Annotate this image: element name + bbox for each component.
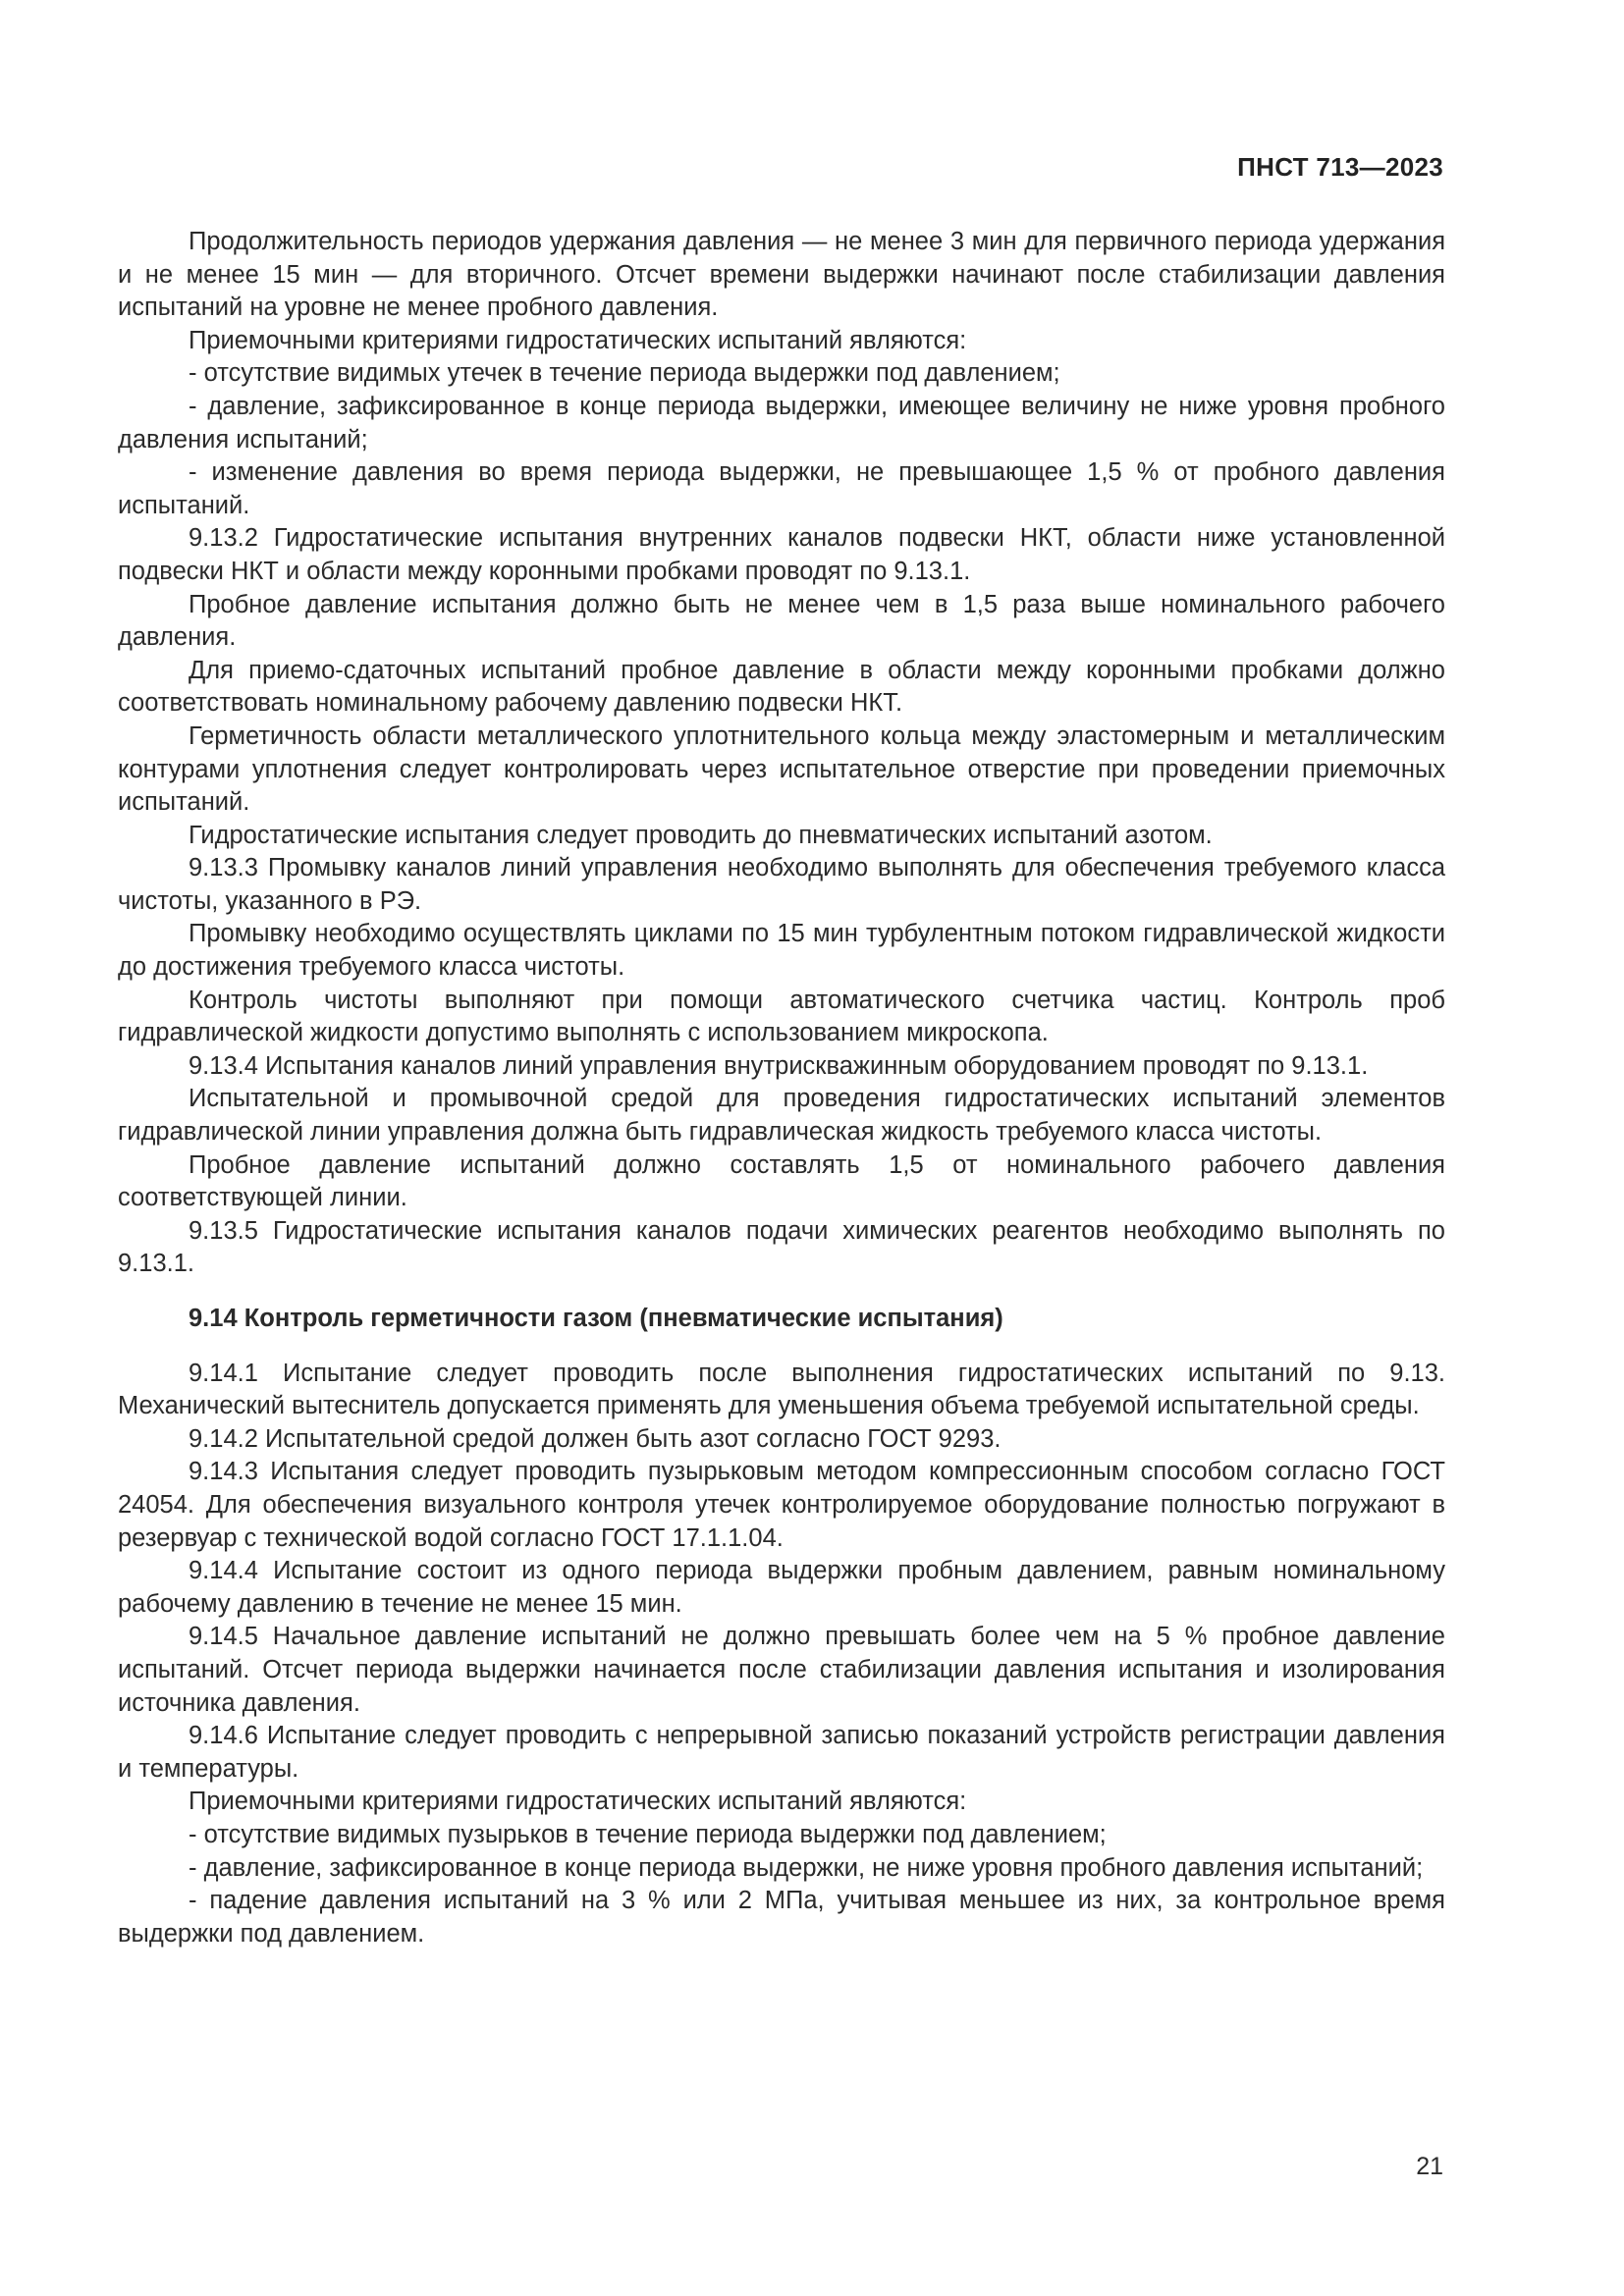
paragraph: 9.13.4 Испытания каналов линий управления внутрискважинным оборудованием проводят по 9.13.1. [189, 1051, 1369, 1080]
paragraph: - изменение давления во время периода выдержки, не превышающее 1,5 % от пробного давления испытаний. [118, 458, 1445, 519]
paragraph: 9.14.2 Испытательной средой должен быть азот согласно ГОСТ 9293. [189, 1424, 1001, 1453]
paragraph: - давление, зафиксированное в конце периода выдержки, имеющее величину не ниже уровня пробного давления испытаний; [118, 392, 1445, 454]
paragraph: 9.13.2 Гидростатические испытания внутренних каналов подвески НКТ, области ниже установленной подвески НКТ и области между коронными пробками проводят по 9.13.1. [118, 524, 1445, 585]
paragraph: 9.14.1 Испытание следует проводить после выполнения гидростатических испытаний по 9.13. Механический вытеснитель допускается применять для уменьшения объема требуемой испытательной среды. [118, 1359, 1445, 1420]
paragraph: Контроль чистоты выполняют при помощи автоматического счетчика частиц. Контроль проб гидравлической жидкости допустимо выполнять с использованием микроскопа. [118, 986, 1445, 1047]
paragraph: - отсутствие видимых утечек в течение периода выдержки под давлением; [189, 359, 1060, 388]
paragraph: Для приемо-сдаточных испытаний пробное давление в области между коронными пробками должно соответствовать номинальному рабочему давлению подвески НКТ. [118, 656, 1445, 718]
page-number: 21 [1416, 2153, 1443, 2180]
paragraph: - давление, зафиксированное в конце периода выдержки, не ниже уровня пробного давления испытаний; [189, 1853, 1424, 1882]
paragraph: Приемочными критериями гидростатических испытаний являются: [189, 326, 967, 354]
paragraph: Продолжительность периодов удержания давления — не менее 3 мин для первичного периода удержания и не менее 15 мин — для вторичного. Отсчет времени выдержки начинают после стабилизации давления испытаний на уровне не менее пробного давления. [118, 228, 1445, 322]
paragraph: 9.13.5 Гидростатические испытания каналов подачи химических реагентов необходимо выполнять по 9.13.1. [118, 1216, 1445, 1278]
paragraph: 9.14.4 Испытание состоит из одного периода выдержки пробным давлением, равным номинальному рабочему давлению в течение не менее 15 мин. [118, 1557, 1445, 1618]
paragraph: Герметичность области металлического уплотнительного кольца между эластомерным и металлическим контурами уплотнения следует контролировать через испытательное отверстие при проведении приемочных испытаний. [118, 721, 1445, 817]
paragraph: 9.14.6 Испытание следует проводить с непрерывной записью показаний устройств регистрации давления и температуры. [118, 1722, 1445, 1783]
section-heading: 9.14 Контроль герметичности газом (пневматические испытания) [189, 1305, 1003, 1332]
paragraph: - падение давления испытаний на 3 % или 2 МПа, учитывая меньшее из них, за контрольное время выдержки под давлением. [118, 1887, 1445, 1948]
paragraph: Приемочными критериями гидростатических испытаний являются: [189, 1788, 967, 1816]
paragraph: Испытательной и промывочной средой для проведения гидростатических испытаний элементов гидравлической линии управления должна быть гидравлическая жидкость требуемого класса чистоты. [118, 1085, 1445, 1147]
paragraph: Промывку необходимо осуществлять циклами по 15 мин турбулентным потоком гидравлической жидкости до достижения требуемого класса чистоты. [118, 920, 1445, 982]
paragraph: Гидростатические испытания следует проводить до пневматических испытаний азотом. [189, 821, 1213, 849]
paragraph: 9.13.3 Промывку каналов линий управления необходимо выполнять для обеспечения требуемого класса чистоты, указанного в РЭ. [118, 854, 1445, 915]
document-body [118, 226, 1445, 1950]
paragraph: 9.14.3 Испытания следует проводить пузырьковым методом компрессионным способом согласно ГОСТ 24054. Для обеспечения визуального контроля утечек контролируемое оборудование полностью погружают в резервуар с технической водой согласно ГОСТ 17.1.1.04. [118, 1458, 1445, 1552]
paragraph: - отсутствие видимых пузырьков в течение периода выдержки под давлением; [189, 1820, 1107, 1848]
document-designation: ПНСТ 713—2023 [1237, 152, 1443, 182]
paragraph: Пробное давление испытаний должно составлять 1,5 от номинального рабочего давления соответствующей линии. [118, 1150, 1445, 1212]
paragraph: Пробное давление испытания должно быть не менее чем в 1,5 раза выше номинального рабочего давления. [118, 590, 1445, 652]
paragraph: 9.14.5 Начальное давление испытаний не должно превышать более чем на 5 % пробное давление испытаний. Отсчет периода выдержки начинается после стабилизации давления испытания и изолирования источника давления. [118, 1623, 1445, 1717]
